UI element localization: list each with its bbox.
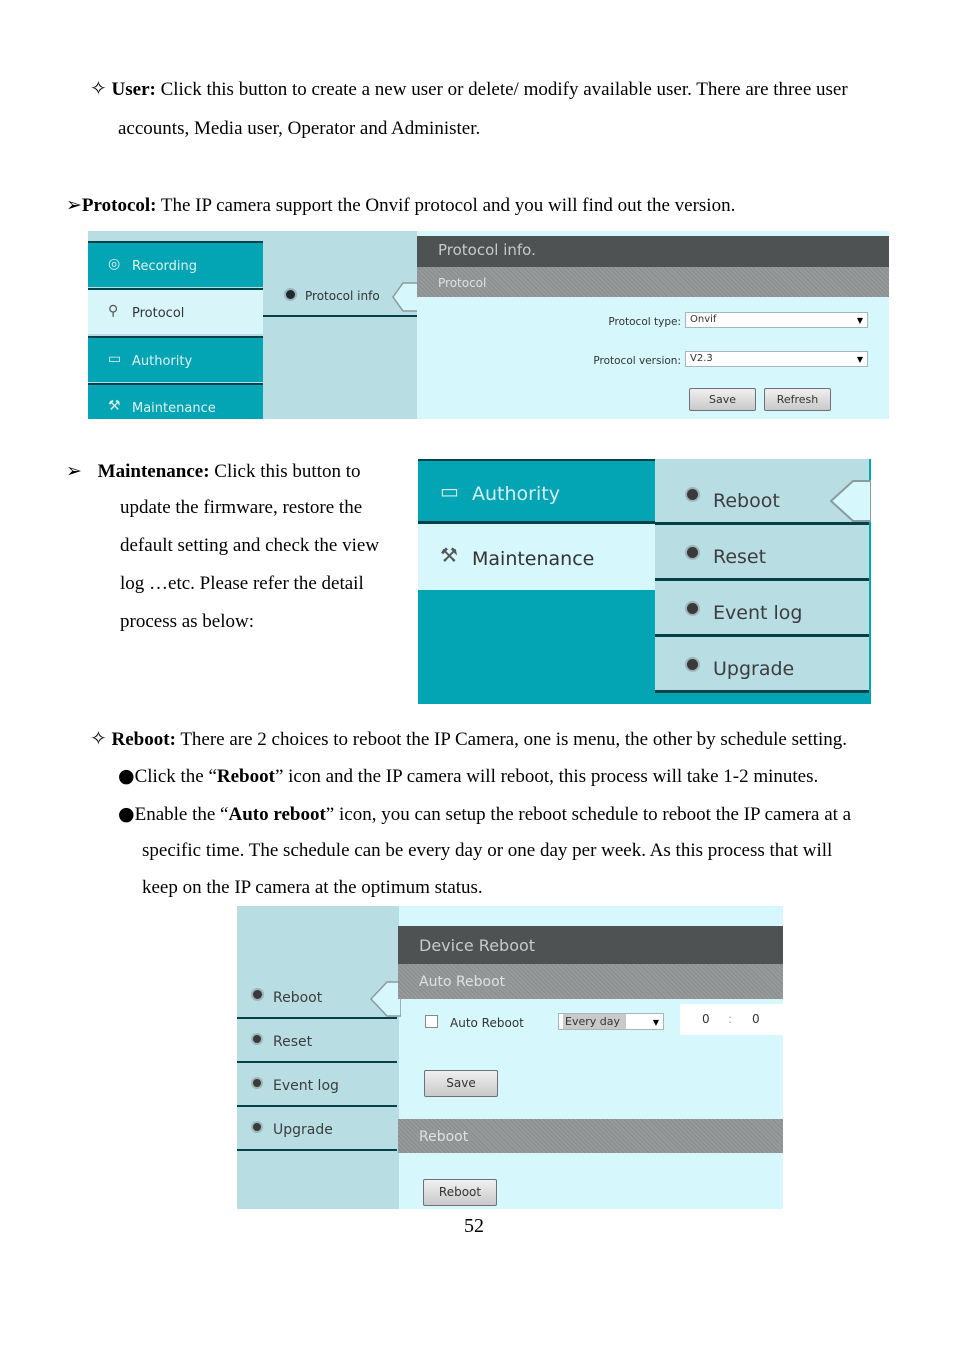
- maintenance-screenshot: [418, 459, 871, 704]
- menu-item-recording[interactable]: [88, 241, 263, 287]
- schedule-select[interactable]: [558, 1013, 664, 1030]
- submenu-item-reboot[interactable]: [655, 459, 869, 525]
- select-value: Every day: [563, 1014, 626, 1029]
- user-text-line2: accounts, Media user, Operator and Administer.: [118, 118, 481, 139]
- hour-value: 0: [702, 1012, 710, 1026]
- submenu-item-reset[interactable]: [237, 1019, 397, 1063]
- monitor-icon: ▭: [108, 351, 122, 367]
- submenu-item-event-log[interactable]: [655, 581, 869, 637]
- radio-dot-icon: [253, 1079, 261, 1087]
- protocol-text: The IP camera support the Onvif protocol and you will find out the version.: [156, 195, 736, 216]
- maintenance-paragraph: [66, 462, 361, 481]
- reboot-item-2-line2: specific time. The schedule can be every day or one day per week. As this process that will: [142, 840, 833, 861]
- wrench-icon: ⚒: [440, 543, 458, 567]
- arrow-bullet-icon: ➢: [66, 460, 82, 482]
- protocol-panel: [417, 231, 889, 419]
- menu-item-maintenance[interactable]: [88, 383, 263, 419]
- protocol-version-label: Protocol version:: [593, 355, 681, 367]
- chevron-down-icon: ▼: [652, 1018, 659, 1027]
- minute-value: 0: [752, 1012, 760, 1026]
- radio-dot-icon: [687, 489, 698, 500]
- bullet-dot-icon: ●: [118, 765, 135, 787]
- menu-item-authority[interactable]: [88, 336, 263, 382]
- monitor-icon: ▭: [440, 479, 459, 503]
- submenu-item-upgrade[interactable]: [655, 637, 869, 693]
- refresh-button[interactable]: Refresh: [764, 388, 831, 411]
- protocol-paragraph: [66, 196, 735, 215]
- radio-dot-icon: [687, 659, 698, 670]
- user-paragraph: [90, 76, 848, 100]
- sparkle-bullet-icon: ✧: [90, 76, 107, 100]
- submenu-label: Reset: [273, 1034, 313, 1050]
- submenu-item-event-log[interactable]: [237, 1063, 397, 1107]
- radio-dot-icon: [687, 547, 698, 558]
- wrench-icon: ⚒: [108, 398, 121, 414]
- time-input[interactable]: [680, 1004, 783, 1035]
- auto-reboot-checkbox[interactable]: [425, 1015, 438, 1028]
- maintenance-text-line2: update the firmware, restore the: [120, 497, 363, 518]
- panel-title: Protocol info.: [417, 236, 889, 267]
- radio-dot-icon: [687, 603, 698, 614]
- reboot-item-1-text-end: ” icon and the IP camera will reboot, this process will take 1-2 minutes.: [274, 766, 819, 787]
- submenu-label: Event log: [713, 602, 803, 624]
- page-number: 52: [464, 1215, 484, 1237]
- reboot-title: Reboot:: [111, 729, 176, 750]
- submenu-label: Protocol info: [305, 289, 380, 303]
- maintenance-text: Click this button to: [209, 461, 361, 482]
- radio-dot-icon: [253, 990, 262, 999]
- reboot-item-1-text: Click the “: [134, 766, 217, 787]
- radio-dot-icon: [253, 1123, 261, 1131]
- reboot-paragraph: [90, 726, 848, 750]
- submenu-label: Upgrade: [713, 658, 795, 680]
- protocol-submenu: [263, 231, 417, 419]
- reboot-screenshot: [237, 906, 783, 1209]
- protocol-screenshot: [88, 231, 889, 419]
- protocol-version-select[interactable]: [685, 351, 868, 367]
- bullet-dot-icon: ●: [118, 803, 135, 825]
- radio-dot-icon: [286, 290, 295, 299]
- save-button[interactable]: Save: [689, 388, 756, 411]
- sparkle-bullet-icon: ✧: [90, 726, 107, 750]
- reboot-item-2: [118, 805, 851, 824]
- reboot-text: There are 2 choices to reboot the IP Camera, one is menu, the other by schedule setting.: [175, 729, 848, 750]
- maintenance-title: Maintenance:: [97, 461, 210, 482]
- submenu-label: Reboot: [713, 490, 780, 512]
- maintenance-text-line5: process as below:: [120, 611, 255, 632]
- protocol-type-label: Protocol type:: [608, 316, 681, 328]
- menu-item-maintenance[interactable]: [418, 524, 655, 590]
- maintenance-text-line3: default setting and check the view: [120, 535, 380, 556]
- reboot-item-2-line3: keep on the IP camera at the optimum status.: [142, 877, 483, 898]
- radio-dot-icon: [253, 1035, 261, 1043]
- menu-label: Maintenance: [132, 401, 216, 416]
- section-title: Protocol: [417, 267, 889, 297]
- reboot-item-1-bold: Reboot: [216, 766, 275, 787]
- menu-label: Authority: [472, 483, 560, 505]
- menu-label: Authority: [132, 354, 193, 369]
- panel-title: Device Reboot: [398, 926, 783, 964]
- save-button[interactable]: Save: [424, 1070, 498, 1097]
- menu-item-authority[interactable]: [418, 459, 655, 524]
- active-pointer-icon: [825, 479, 871, 523]
- protocol-type-select[interactable]: [685, 312, 868, 328]
- chevron-down-icon: ▼: [856, 316, 863, 325]
- maintenance-text-line4: log …etc. Please refer the detail: [120, 573, 364, 594]
- submenu-item-reset[interactable]: [655, 525, 869, 581]
- chevron-down-icon: ▼: [856, 355, 863, 364]
- menu-label: Recording: [132, 259, 198, 274]
- reboot-item-2-text: Enable the “: [134, 804, 229, 825]
- menu-label: Maintenance: [472, 548, 595, 570]
- select-value: V2.3: [690, 353, 713, 364]
- reboot-item-2-bold: Auto reboot: [228, 804, 326, 825]
- auto-reboot-section-title: Auto Reboot: [398, 964, 783, 999]
- protocol-title: Protocol:: [81, 195, 157, 216]
- submenu-item-upgrade[interactable]: [237, 1107, 397, 1151]
- auto-reboot-label: Auto Reboot: [450, 1016, 524, 1030]
- active-pointer-icon: [367, 980, 401, 1018]
- time-separator: :: [728, 1012, 733, 1026]
- submenu-label: Upgrade: [273, 1122, 333, 1138]
- search-icon: ⚲: [108, 303, 119, 319]
- recording-icon: ◎: [108, 256, 121, 272]
- user-title: User:: [111, 79, 156, 100]
- submenu-label: Reset: [713, 546, 767, 568]
- arrow-bullet-icon: ➢: [66, 194, 82, 216]
- submenu-label: Event log: [273, 1078, 339, 1094]
- reboot-item-2-text-end: ” icon, you can setup the reboot schedule to reboot the IP camera at a: [325, 804, 852, 825]
- reboot-item-1: [118, 767, 818, 786]
- reboot-button[interactable]: Reboot: [423, 1179, 497, 1206]
- reboot-section-title: Reboot: [398, 1119, 783, 1153]
- menu-item-protocol[interactable]: [88, 288, 263, 334]
- select-value: Onvif: [690, 314, 717, 325]
- user-text: Click this button to create a new user or delete/ modify available user. There are three user: [155, 79, 848, 100]
- menu-label: Protocol: [132, 306, 185, 321]
- submenu-label: Reboot: [273, 990, 323, 1006]
